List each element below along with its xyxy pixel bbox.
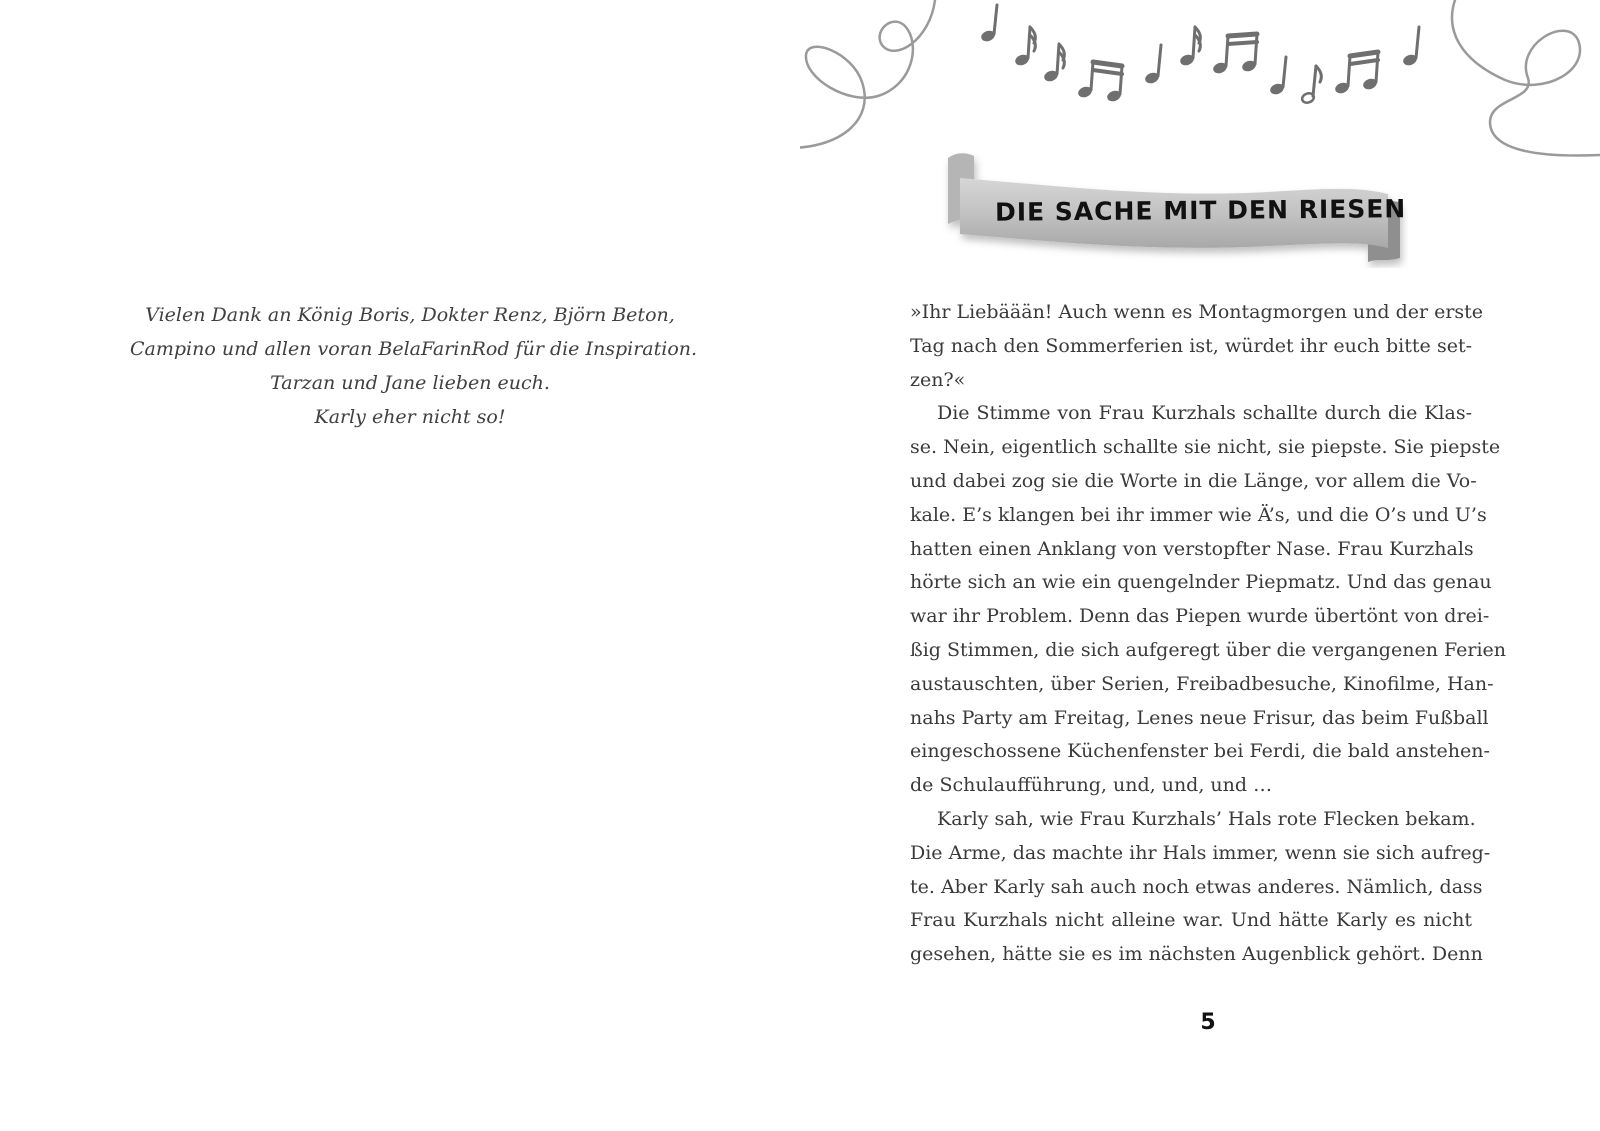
music-notes-icon — [980, 5, 1419, 104]
dedication — [130, 298, 698, 434]
text-line: zen?« — [910, 368, 966, 391]
chapter-title: DIE SACHE MIT DEN RIESEN — [994, 194, 1407, 227]
text-line: se. Nein, eigentlich schallte sie nicht, sie piepste. Sie piepste — [910, 436, 1501, 459]
text-line: ßig Stimmen, die sich aufgeregt über die vergangenen Ferien — [910, 638, 1506, 661]
text-line: hörte sich an wie ein quengelnder Piepmatz. Und das genau — [910, 571, 1492, 594]
page-number: 5 — [1200, 1010, 1216, 1035]
swirl-icon — [1452, 0, 1600, 156]
right-page — [800, 0, 1600, 1131]
paragraph — [910, 296, 1484, 397]
text-line: austauschten, über Serien, Freibadbesuche, Kinofilme, Han- — [910, 672, 1494, 695]
text-line: »Ihr Liebäään! Auch wenn es Montagmorgen und der erste — [910, 301, 1484, 323]
dedication-line: Campino und allen voran BelaFarinRod für die Inspiration. — [130, 338, 698, 360]
text-line: Karly sah, wie Frau Kurzhals’ Hals rote Flecken bekam. — [937, 807, 1476, 830]
paragraph — [910, 397, 1506, 803]
dedication-line: Tarzan und Jane lieben euch. — [270, 372, 550, 394]
text-line: te. Aber Karly sah auch noch etwas anderes. Nämlich, dass — [910, 875, 1483, 898]
text-line: hatten einen Anklang von verstopfter Nase. Frau Kurzhals — [910, 537, 1474, 560]
text-line: war ihr Problem. Denn das Piepen wurde übertönt von drei- — [910, 605, 1490, 628]
body-text — [910, 296, 1506, 972]
text-line: gesehen, hätte sie es im nächsten Augenblick gehört. Denn — [910, 943, 1483, 966]
text-line: Die Arme, das machte ihr Hals immer, wenn sie sich aufreg- — [910, 841, 1491, 864]
text-line: Die Stimme von Frau Kurzhals schallte durch die Klas- — [937, 402, 1472, 425]
text-line: kale. E’s klangen bei ihr immer wie Ä’s, und die O’s und U’s — [910, 503, 1487, 526]
dedication-line: Karly eher nicht so! — [314, 406, 506, 428]
swirl-icon — [800, 0, 935, 148]
text-line: de Schulaufführung, und, und, und … — [910, 774, 1273, 797]
text-line: Frau Kurzhals nicht alleine war. Und hätte Karly es nicht — [910, 909, 1472, 932]
text-line: und dabei zog sie die Worte in die Länge, vor allem die Vo- — [910, 469, 1477, 492]
paragraph — [910, 803, 1491, 972]
text-line: nahs Party am Freitag, Lenes neue Frisur, das beim Fußball — [910, 706, 1489, 729]
text-line: eingeschossene Küchenfenster bei Ferdi, die bald anstehen- — [910, 740, 1490, 763]
text-line: Tag nach den Sommerferien ist, würdet ihr euch bitte set- — [910, 334, 1472, 357]
dedication-line: Vielen Dank an König Boris, Dokter Renz, Björn Beton, — [145, 304, 675, 326]
